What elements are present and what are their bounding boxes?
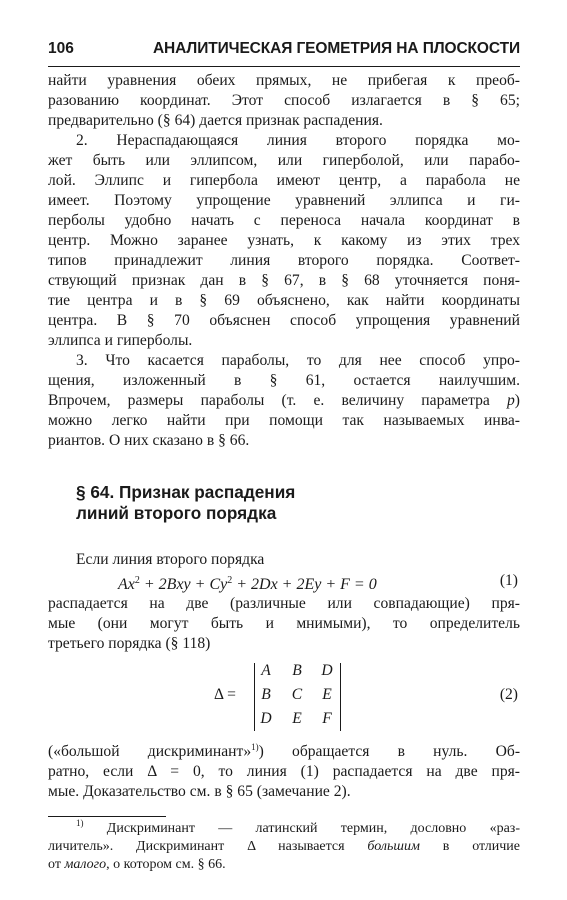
text-line: Если линия второго порядка xyxy=(76,551,265,568)
formula-part: Ax xyxy=(118,576,135,593)
text-line: распадается на две (различные или совпадающие) пря- xyxy=(48,595,520,612)
running-header xyxy=(48,38,520,62)
text-line: риантов. О них сказано в § 66. xyxy=(48,432,250,449)
page-body xyxy=(48,71,520,874)
determinant-cell: B xyxy=(292,662,302,679)
text-line: 3. Что касается параболы, то для нее способ упро- xyxy=(76,352,520,369)
text-line: типов принадлежит линия второго порядка. Соответ- xyxy=(48,252,520,269)
text-line: жет быть или эллипсом, или гиперболой, или парабо- xyxy=(48,152,520,169)
emphasis: малого xyxy=(64,857,107,872)
section-heading-line: линий второго порядка xyxy=(76,503,277,523)
text-span: , о котором см. § 66. xyxy=(106,857,226,872)
emphasis: большим xyxy=(367,839,420,854)
determinant-cell: D xyxy=(321,662,333,679)
text-span: в отличие xyxy=(419,839,520,854)
text-line: центра. В § 70 объяснен способ упрощения уравнений xyxy=(48,312,520,329)
text-line: ствующий признак дан в § 67, в § 68 уточняется поня- xyxy=(48,272,520,289)
determinant-lhs: Δ = xyxy=(214,686,236,703)
paragraph-3 xyxy=(48,351,520,451)
text-span: («большой дискриминант» xyxy=(48,743,252,760)
footnote-line xyxy=(48,838,520,856)
text-line: перболы удобно начать с переноса начала координат в xyxy=(48,212,520,229)
footnote-separator xyxy=(48,816,166,817)
determinant-cell: E xyxy=(322,686,332,703)
determinant-cell: C xyxy=(291,686,303,703)
equation-number: (2) xyxy=(499,686,518,703)
formula-exponent: 2 xyxy=(134,575,140,586)
determinant-cell: B xyxy=(261,686,271,703)
equation-number: (1) xyxy=(499,572,518,589)
footnote xyxy=(48,820,520,874)
determinant-cell: A xyxy=(261,662,271,679)
text-line: третьего порядка (§ 118) xyxy=(48,635,211,652)
formula-part: + 2Bxy + Cy xyxy=(139,576,228,593)
section-heading-line: § 64. Признак распадения xyxy=(76,482,296,502)
determinant-right-bar xyxy=(340,663,341,731)
equation-1 xyxy=(48,570,520,594)
footnote-marker: 1) xyxy=(76,818,84,828)
paragraph-5 xyxy=(48,742,520,802)
determinant-cell: F xyxy=(322,710,332,727)
text-span: личитель». Дискриминант Δ называется xyxy=(48,839,368,854)
determinant-cell: E xyxy=(292,710,302,727)
math-variable-p: p xyxy=(507,392,515,409)
text-line xyxy=(48,742,520,762)
footnote-line xyxy=(48,856,520,874)
paragraph-2 xyxy=(48,131,520,351)
text-span: Дискриминант — латинский термин, дословно «раз- xyxy=(83,821,520,836)
section-heading xyxy=(48,482,520,524)
text-span: ) обращается в нуль. Об- xyxy=(258,743,521,760)
footnote-line xyxy=(48,820,520,838)
text-span: от xyxy=(48,857,65,872)
text-line: лой. Эллипс и гипербола имеют центр, а парабола не xyxy=(48,172,520,189)
determinant-cell: D xyxy=(260,710,272,727)
text-span: ) xyxy=(514,392,520,409)
text-line: мые (они могут быть и мнимыми), то определитель xyxy=(48,615,520,632)
text-line xyxy=(48,391,520,411)
text-line: имеет. Поэтому упрощение уравнений эллипса и ги- xyxy=(48,192,520,209)
text-line: тие центра и в § 69 объяснено, как найти координаты xyxy=(48,292,520,309)
text-line: эллипса и гиперболы. xyxy=(48,332,193,349)
formula-part: + 2Dx + 2Ey + F = 0 xyxy=(232,576,377,593)
text-line: ратно, если Δ = 0, то линия (1) распадается на две пря- xyxy=(48,763,520,780)
equation-formula xyxy=(118,571,377,595)
text-line: разованию координат. Этот способ излагается в § 65; xyxy=(48,92,520,109)
formula-exponent: 2 xyxy=(227,575,233,586)
header-rule xyxy=(48,66,520,67)
paragraph-4 xyxy=(48,550,520,654)
text-line: предварительно (§ 64) дается признак распадения. xyxy=(48,112,383,129)
paragraph-1 xyxy=(48,71,520,131)
footnote-reference[interactable]: 1) xyxy=(251,742,259,752)
running-title: АНАЛИТИЧЕСКАЯ ГЕОМЕТРИЯ НА ПЛОСКОСТИ xyxy=(152,40,520,57)
text-line: можно легко найти при помощи так называемых инва- xyxy=(48,412,520,429)
text-line: мые. Доказательство см. в § 65 (замечание 2). xyxy=(48,783,351,800)
determinant-equation xyxy=(48,658,520,736)
text-line: центр. Можно заранее узнать, к какому из этих трех xyxy=(48,232,520,249)
page-number: 106 xyxy=(48,40,74,57)
text-line: щения, изложенный в § 61, остается наилучшим. xyxy=(48,372,520,389)
text-span: Впрочем, размеры параболы (т. е. величину параметра xyxy=(48,392,507,409)
text-line: найти уравнения обеих прямых, не прибегая к преоб- xyxy=(48,72,520,89)
text-line: 2. Нераспадающаяся линия второго порядка мо- xyxy=(76,132,520,149)
